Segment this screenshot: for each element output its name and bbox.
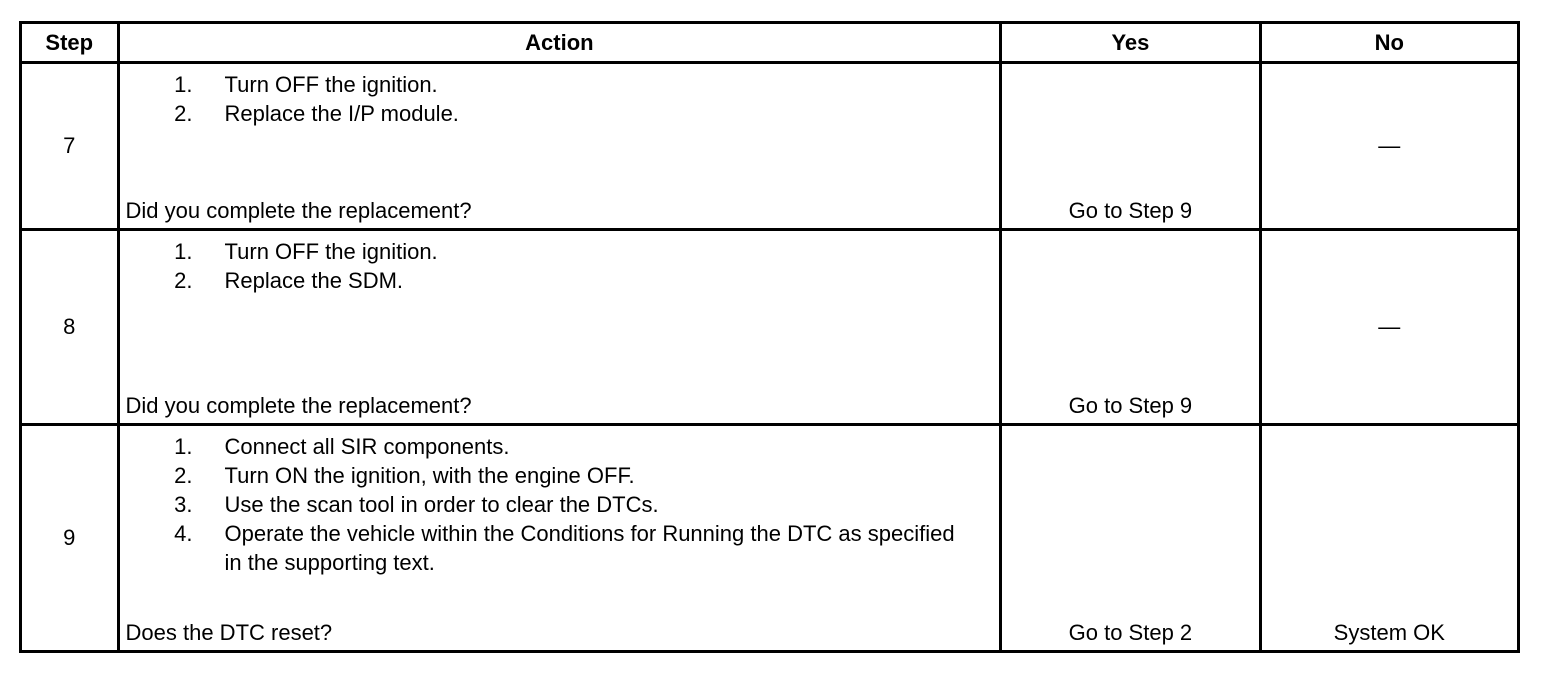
action-question: Did you complete the replacement? [125, 393, 472, 418]
header-row [21, 23, 1519, 63]
yes-result: Go to Step 2 [1001, 425, 1260, 652]
action-question: Did you complete the replacement? [125, 198, 472, 223]
list-item [120, 432, 1000, 461]
action-steps-list [120, 426, 1000, 577]
list-item [120, 237, 1000, 266]
step-item-number: 2. [174, 268, 193, 293]
list-item [120, 70, 1000, 99]
no-result: — [1260, 63, 1518, 230]
step-item-text: Connect all SIR components. [224, 434, 510, 459]
header-step: Step [21, 23, 119, 63]
header-action: Action [118, 23, 1001, 63]
step-item-number: 1. [174, 72, 193, 97]
step-item-text: Replace the I/P module. [224, 101, 459, 126]
list-item [120, 519, 1000, 577]
step-item-number: 1. [174, 239, 193, 264]
yes-result: Go to Step 9 [1001, 230, 1260, 425]
diagnostic-table [19, 21, 1520, 653]
step-item-number: 1. [174, 434, 193, 459]
action-content [120, 64, 1000, 228]
action-content [120, 231, 1000, 423]
step-number: 7 [21, 63, 119, 230]
list-item [120, 490, 1000, 519]
list-item [120, 99, 1000, 128]
yes-result: Go to Step 9 [1001, 63, 1260, 230]
step-item-text: Turn ON the ignition, with the engine OFF. [224, 463, 635, 488]
step-item-text: Turn OFF the ignition. [224, 239, 438, 264]
step-item-number: 2. [174, 101, 193, 126]
step-item-text: Operate the vehicle within the Conditions for Running the DTC as specified in the supporting text. [224, 521, 955, 575]
action-cell [118, 63, 1001, 230]
no-result: — [1260, 230, 1518, 425]
no-result: System OK [1260, 425, 1518, 652]
step-item-number: 3. [174, 492, 193, 517]
header-yes: Yes [1001, 23, 1260, 63]
action-steps-list [120, 64, 1000, 128]
step-item-text: Turn OFF the ignition. [224, 72, 438, 97]
action-cell [118, 425, 1001, 652]
header-no: No [1260, 23, 1518, 63]
step-number: 9 [21, 425, 119, 652]
step-item-number: 2. [174, 463, 193, 488]
table-row [21, 230, 1519, 425]
step-item-text: Use the scan tool in order to clear the DTCs. [224, 492, 659, 517]
step-item-text: Replace the SDM. [224, 268, 404, 293]
action-steps-list [120, 231, 1000, 295]
action-cell [118, 230, 1001, 425]
action-question: Does the DTC reset? [125, 620, 333, 645]
table-row [21, 63, 1519, 230]
action-content [120, 426, 1000, 650]
list-item [120, 266, 1000, 295]
step-item-number: 4. [174, 521, 193, 546]
table-row [21, 425, 1519, 652]
step-number: 8 [21, 230, 119, 425]
list-item [120, 461, 1000, 490]
